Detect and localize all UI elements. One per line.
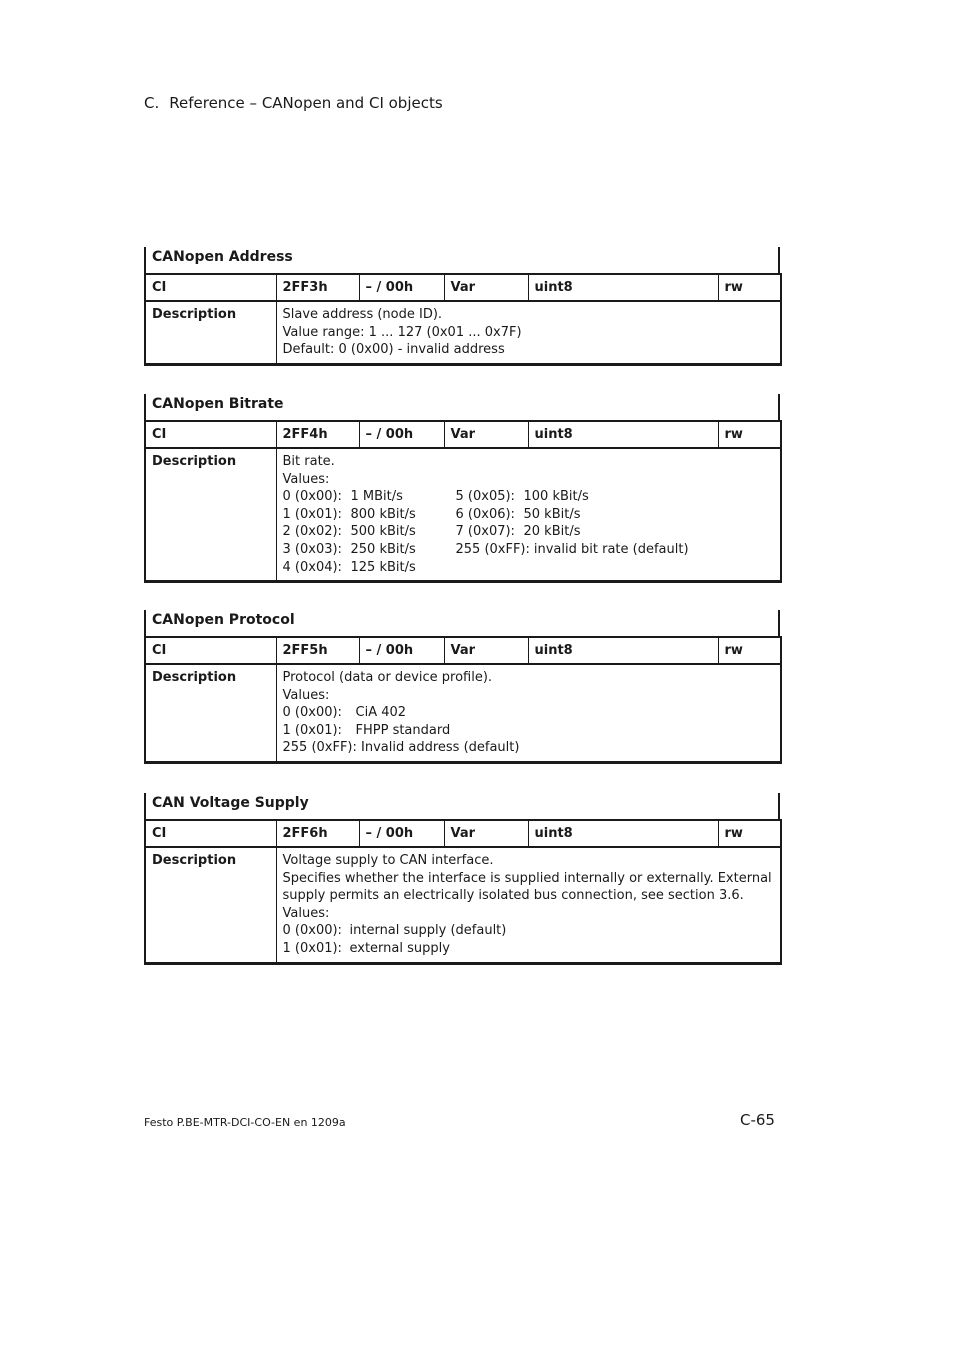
object-title: CANopen Protocol: [144, 610, 780, 636]
page-number: C-65: [740, 1111, 775, 1129]
value-entry: [456, 523, 689, 541]
value-key: 2 (0x02):: [282, 524, 342, 540]
value-key: 0 (0x00):: [282, 489, 342, 505]
description-label: Description: [145, 448, 276, 582]
ci-label: CI: [145, 274, 276, 301]
object-subindex: – / 00h: [359, 421, 444, 448]
object-block-canopen-address: [144, 247, 780, 366]
value-entry: [283, 488, 456, 506]
value-key: 6 (0x06):: [455, 506, 515, 522]
value-key: 3 (0x03):: [282, 541, 342, 557]
description-row: [145, 448, 781, 582]
footer-document-id: Festo P.BE-MTR-DCI-CO-EN en 1209a: [144, 1116, 346, 1129]
description-text: [276, 664, 781, 762]
object-title: CANopen Address: [144, 247, 780, 273]
value-text: 800 kBit/s: [350, 506, 416, 522]
ci-label: CI: [145, 421, 276, 448]
chapter-number: C.: [144, 94, 160, 112]
value-entry: [283, 922, 775, 940]
value-entry: [283, 940, 775, 958]
value-key: 0 (0x00):: [282, 705, 342, 721]
value-text: internal supply (default): [349, 923, 507, 939]
object-title: CANopen Bitrate: [144, 394, 780, 420]
value-entry: [283, 704, 775, 722]
description-row: [145, 847, 781, 963]
object-type: uint8: [528, 274, 718, 301]
description-line: Default: 0 (0x00) - invalid address: [282, 342, 505, 358]
description-row: [145, 664, 781, 762]
description-line: Protocol (data or device profile).: [282, 670, 493, 685]
object-code: 2FF6h: [276, 820, 359, 847]
object-table: [144, 273, 782, 366]
object-block-can-voltage-supply: [144, 793, 780, 965]
value-key: 1 (0x01):: [282, 506, 342, 522]
description-text: [276, 301, 781, 364]
value-columns: [283, 488, 775, 576]
description-line: Values:: [282, 687, 330, 703]
object-type: uint8: [528, 637, 718, 664]
description-label: Description: [145, 847, 276, 963]
value-entry: [283, 722, 775, 740]
object-block-canopen-protocol: [144, 610, 780, 764]
object-table: [144, 420, 782, 583]
value-text: 50 kBit/s: [523, 506, 581, 522]
object-subindex: – / 00h: [359, 274, 444, 301]
object-block-canopen-bitrate: [144, 394, 780, 583]
value-column-right: [456, 488, 689, 576]
object-subindex: – / 00h: [359, 820, 444, 847]
description-text: [276, 448, 781, 582]
value-key: 1 (0x01):: [282, 940, 342, 956]
value-text: 250 kBit/s: [350, 541, 416, 557]
object-kind: Var: [444, 274, 528, 301]
object-table: [144, 819, 782, 965]
object-code: 2FF3h: [276, 274, 359, 301]
description-line: Values:: [282, 471, 330, 487]
object-type: uint8: [528, 421, 718, 448]
object-header-row: [145, 274, 781, 301]
object-subindex: – / 00h: [359, 637, 444, 664]
value-key: 5 (0x05):: [455, 489, 515, 505]
ci-label: CI: [145, 637, 276, 664]
object-header-row: [145, 637, 781, 664]
value-key: 4 (0x04):: [282, 559, 342, 575]
object-table: [144, 636, 782, 764]
value-key: 0 (0x00):: [282, 923, 342, 939]
value-text: 20 kBit/s: [523, 524, 581, 540]
object-code: 2FF4h: [276, 421, 359, 448]
value-text: 125 kBit/s: [350, 559, 416, 575]
object-kind: Var: [444, 820, 528, 847]
description-line: supply permits an electrically isolated bus connection, see section 3.6.: [282, 888, 744, 904]
object-header-row: [145, 421, 781, 448]
description-row: [145, 301, 781, 364]
description-label: Description: [145, 664, 276, 762]
value-text: invalid bit rate (default): [533, 541, 689, 557]
object-title: CAN Voltage Supply: [144, 793, 780, 819]
value-entry: [283, 506, 456, 524]
description-line: Value range: 1 ... 127 (0x01 ... 0x7F): [282, 324, 522, 340]
object-access: rw: [718, 421, 781, 448]
value-text: 100 kBit/s: [523, 489, 589, 505]
object-access: rw: [718, 820, 781, 847]
description-text: [276, 847, 781, 963]
description-line: Voltage supply to CAN interface.: [282, 853, 494, 868]
value-entry: [456, 541, 689, 559]
description-label: Description: [145, 301, 276, 364]
chapter-title: Reference – CANopen and CI objects: [169, 94, 443, 112]
object-access: rw: [718, 637, 781, 664]
value-text: external supply: [349, 940, 450, 956]
object-type: uint8: [528, 820, 718, 847]
ci-label: CI: [145, 820, 276, 847]
value-text: FHPP standard: [355, 722, 451, 738]
value-entry: [456, 506, 689, 524]
value-text: 1 MBit/s: [350, 489, 403, 505]
value-text: 500 kBit/s: [350, 524, 416, 540]
value-entry: [456, 488, 689, 506]
value-key: 1 (0x01):: [282, 722, 342, 738]
value-entry: [283, 559, 456, 577]
value-column-left: [283, 488, 456, 576]
page-header: [144, 94, 443, 112]
description-line: Specifies whether the interface is supplied internally or externally. External: [282, 870, 772, 886]
object-header-row: [145, 820, 781, 847]
value-entry: [283, 523, 456, 541]
description-line: Values:: [282, 905, 330, 921]
value-entry: [283, 541, 456, 559]
value-key: 255 (0xFF):: [455, 541, 530, 557]
value-text: CiA 402: [355, 705, 407, 721]
object-kind: Var: [444, 637, 528, 664]
value-key: 7 (0x07):: [455, 524, 515, 540]
description-line: 255 (0xFF): Invalid address (default): [282, 740, 520, 756]
object-kind: Var: [444, 421, 528, 448]
description-line: Bit rate.: [282, 454, 335, 469]
description-line: Slave address (node ID).: [282, 307, 443, 322]
object-code: 2FF5h: [276, 637, 359, 664]
object-access: rw: [718, 274, 781, 301]
